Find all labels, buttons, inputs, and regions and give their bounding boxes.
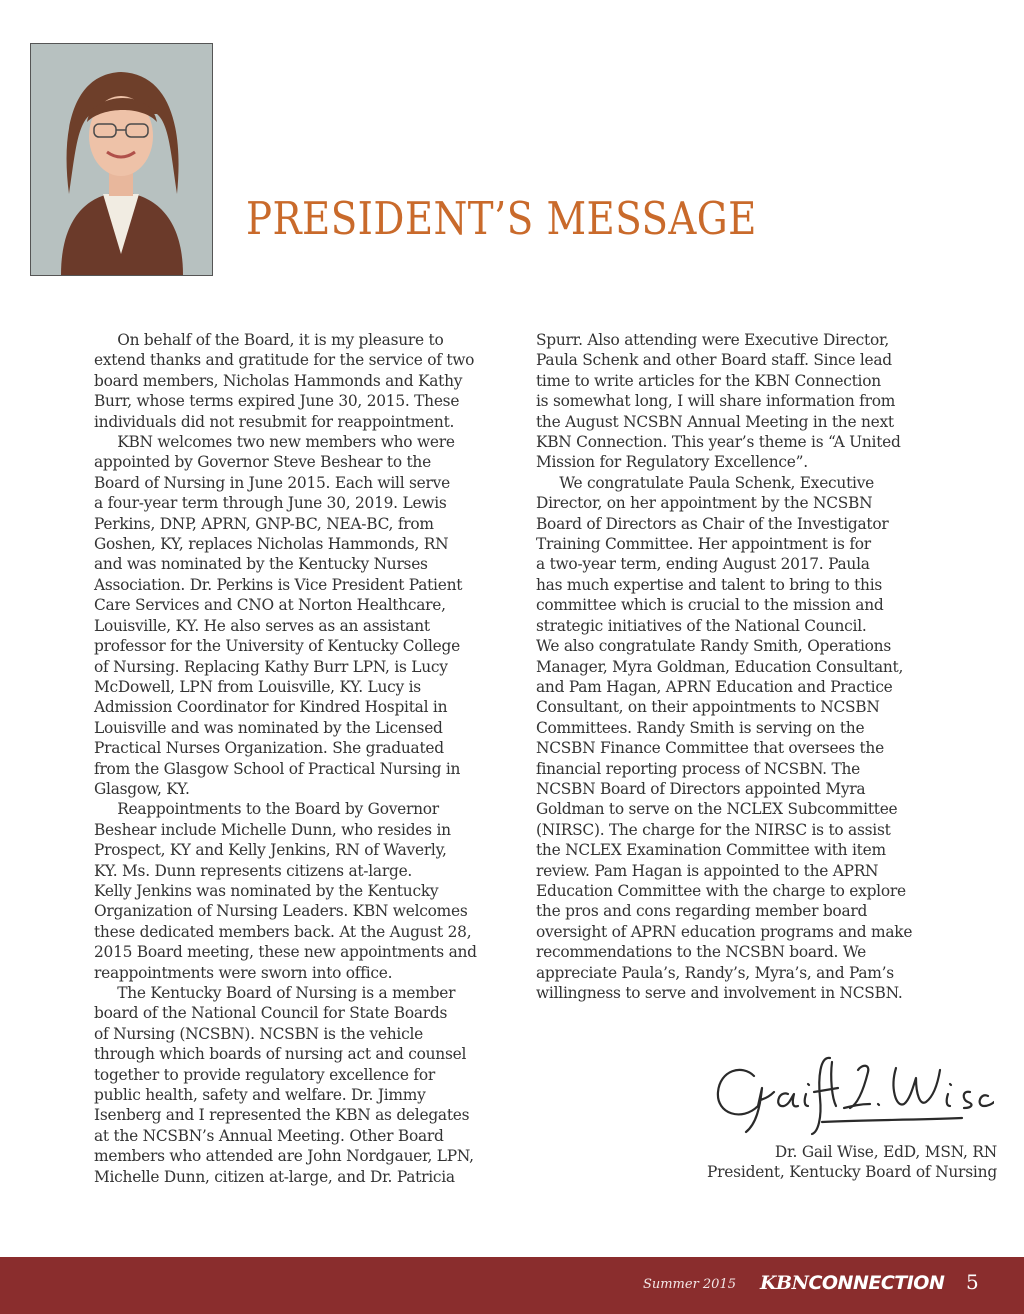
right-column-line: Goldman to serve on the NCLEX Subcommittee [536,800,898,819]
left-column-line: Burr, whose terms expired June 30, 2015. These [94,392,460,411]
left-column-line: extend thanks and gratitude for the service of two [94,351,475,370]
right-column-line: (NIRSC). The charge for the NIRSC is to assist [536,820,891,839]
left-column-line: at the NCSBN’s Annual Meeting. Other Board [94,1126,444,1145]
right-column-line: is somewhat long, I will share information from [536,392,896,411]
left-column-line: board members, Nicholas Hammonds and Kathy [94,371,463,390]
right-column-line: Training Committee. Her appointment is for [536,535,871,554]
left-column-line: Association. Dr. Perkins is Vice President Patient [94,575,463,594]
right-column-line: Director, on her appointment by the NCSBN [536,494,873,513]
signatory-name: Dr. Gail Wise, EdD, MSN, RN [774,1143,997,1161]
right-column-line: recommendations to the NCSBN board. We [536,943,867,962]
right-column-line: willingness to serve and involvement in NCSBN. [536,984,903,1002]
right-column-line: a two-year term, ending August 2017. Paula [536,555,870,574]
left-column-line: of Nursing (NCSBN). NCSBN is the vehicle [94,1024,423,1043]
right-column-line: and Pam Hagan, APRN Education and Practice [536,677,893,696]
left-column-line: Organization of Nursing Leaders. KBN welcomes [94,902,468,921]
left-column-line: Louisville and was nominated by the Licensed [94,718,443,737]
left-column-line: Care Services and CNO at Norton Healthcare, [94,596,446,615]
left-column-line: public health, safety and welfare. Dr. Jimmy [94,1086,426,1105]
issue-label: Summer 2015 [642,1277,736,1292]
right-column-line: Mission for Regulatory Excellence”. [536,453,808,472]
right-column-line: committee which is crucial to the mission and [536,596,884,615]
left-column-line: KBN welcomes two new members who were [94,433,455,452]
right-column-line: the pros and cons regarding member board [536,902,868,921]
right-column-line: Spurr. Also attending were Executive Director, [536,331,890,349]
right-column-line: strategic initiatives of the National Council. [536,616,867,635]
footer-bar [0,1257,1024,1314]
left-column-line: individuals did not resubmit for reappointment. [94,412,455,431]
left-column-line: 2015 Board meeting, these new appointments and [94,943,477,962]
left-column-line: board of the National Council for State Boards [94,1004,448,1023]
left-column-line: appointed by Governor Steve Beshear to the [94,453,431,472]
right-column-line: Board of Directors as Chair of the Investigator [536,514,889,533]
left-column-line: professor for the University of Kentucky College [94,637,461,656]
left-column-line: a four-year term through June 30, 2019. Lewis [94,494,447,513]
left-column-line: Louisville, KY. He also serves as an assistant [94,616,430,635]
page-title: PRESIDENT’S MESSAGE [246,192,757,245]
page-number: 5 [966,1270,979,1294]
left-column-line: members who attended are John Nordgauer, LPN, [94,1147,474,1166]
left-column-line: these dedicated members back. At the August 28, [94,922,472,941]
left-column-line: reappointments were sworn into office. [94,963,393,982]
left-column-line: Reappointments to the Board by Governor [94,800,439,819]
right-column-line: oversight of APRN education programs and make [536,922,913,941]
right-column-line: We congratulate Paula Schenk, Executive [536,473,875,492]
right-column-line: Consultant, on their appointments to NCSBN [536,698,880,717]
left-column-line: Perkins, DNP, APRN, GNP-BC, NEA-BC, from [94,514,434,533]
left-column-line: Practical Nurses Organization. She graduated [94,739,444,758]
right-column-line: NCSBN Board of Directors appointed Myra [536,779,866,798]
left-column-line: Beshear include Michelle Dunn, who resides in [94,820,451,839]
signature-block [707,1142,997,1183]
article-column-right [536,330,968,1003]
left-column-line: of Nursing. Replacing Kathy Burr LPN, is Lucy [94,657,448,676]
left-column-line: through which boards of nursing act and counsel [94,1045,467,1064]
right-column-line: time to write articles for the KBN Connection [536,371,881,390]
right-column-line: financial reporting process of NCSBN. The [536,759,860,778]
right-column-line: review. Pam Hagan is appointed to the APRN [536,861,879,880]
left-column-line: The Kentucky Board of Nursing is a member [94,984,456,1002]
left-column-line: together to provide regulatory excellence for [94,1065,435,1084]
article-column-left [94,330,526,1187]
right-column-line: has much expertise and talent to bring to this [536,575,883,594]
left-column-line: Prospect, KY and Kelly Jenkins, RN of Waverly, [94,841,447,860]
left-column-line: Admission Coordinator for Kindred Hospital in [94,698,448,717]
left-column-line: KY. Ms. Dunn represents citizens at-large. [94,861,413,880]
left-column-line: Isenberg and I represented the KBN as delegates [94,1106,470,1125]
right-column-line: KBN Connection. This year’s theme is “A United [536,433,901,452]
left-column-line: Glasgow, KY. [94,779,190,798]
logo-suffix: CONNECTION [808,1272,945,1294]
left-column-line: Board of Nursing in June 2015. Each will serve [94,473,450,492]
logo-prefix: KBN [760,1272,809,1294]
right-column-line: appreciate Paula’s, Randy’s, Myra’s, and Pam’s [536,963,894,982]
publication-logo [760,1272,944,1294]
right-column-line: NCSBN Finance Committee that oversees the [536,739,884,758]
signatory-title: President, Kentucky Board of Nursing [706,1163,997,1182]
left-column-line: Michelle Dunn, citizen at-large, and Dr. Patricia [94,1167,455,1186]
right-column-line: Education Committee with the charge to explore [536,881,906,900]
president-portrait [30,43,213,276]
left-column-line: On behalf of the Board, it is my pleasure to [94,331,444,349]
handwritten-signature [712,1048,994,1138]
left-column-line: and was nominated by the Kentucky Nurses [94,555,428,574]
right-column-line: Paula Schenk and other Board staff. Since lead [536,351,892,370]
left-column-line: Kelly Jenkins was nominated by the Kentucky [94,881,439,900]
left-column-line: Goshen, KY, replaces Nicholas Hammonds, RN [94,535,449,554]
right-column-line: the NCLEX Examination Committee with item [536,841,886,860]
right-column-line: Manager, Myra Goldman, Education Consultant, [536,657,904,676]
right-column-line: Committees. Randy Smith is serving on the [536,718,865,737]
right-column-line: the August NCSBN Annual Meeting in the next [536,412,894,431]
right-column-line: We also congratulate Randy Smith, Operations [536,637,891,656]
left-column-line: McDowell, LPN from Louisville, KY. Lucy is [94,677,421,696]
left-column-line: from the Glasgow School of Practical Nursing in [94,759,461,778]
